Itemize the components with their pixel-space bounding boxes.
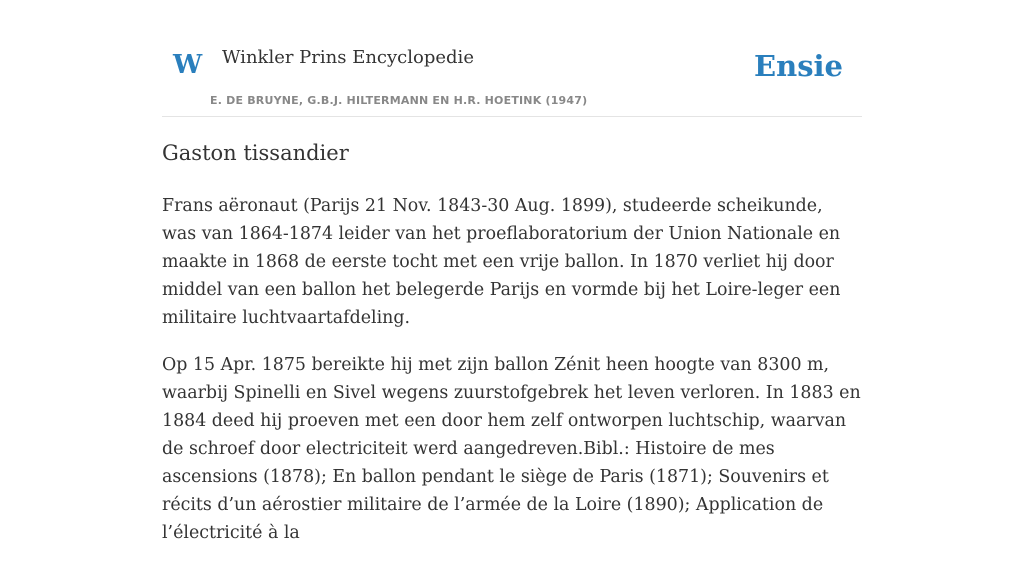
- article-paragraph-2: Op 15 Apr. 1875 bereikte hij met zijn ballon Zénit heen hoogte van 8300 m, waarbij Spinelli en Sivel wegens zuurstofgebrek het leven verloren. In 1883 en 1884 deed hij proeven met een door hem zelf ontworpen luchtschip, waarvan de schroef door electriciteit werd aangedreven.Bibl.: Histoire de mes ascensions (1878); En ballon pendant le siège de Paris (1871); Souvenirs et récits d’un aérostier militaire de l’armée de la Loire (1890); Application de l’électricité à la: [162, 355, 861, 543]
- article-paragraph-1: Frans aëronaut (Parijs 21 Nov. 1843-30 Aug. 1899), studeerde scheikunde, was van 1864-1874 leider van het proeflaboratorium der Union Nationale en maakte in 1868 de eerste tocht met een vrije ballon. In 1870 verliet hij door middel van een ballon het belegerde Parijs en vormde bij het Loire-leger een militaire luchtvaartafdeling.: [162, 196, 841, 328]
- site-header: [162, 38, 862, 117]
- ensie-logo[interactable]: Ensie: [754, 49, 843, 83]
- publication-title[interactable]: Winkler Prins Encyclopedie: [222, 47, 474, 68]
- publication-logo-icon[interactable]: W: [173, 50, 203, 80]
- publication-authors: E. DE BRUYNE, G.B.J. HILTERMANN EN H.R. HOETINK (1947): [210, 94, 588, 107]
- article-body: [162, 192, 862, 566]
- article-title: Gaston tissandier: [162, 141, 349, 165]
